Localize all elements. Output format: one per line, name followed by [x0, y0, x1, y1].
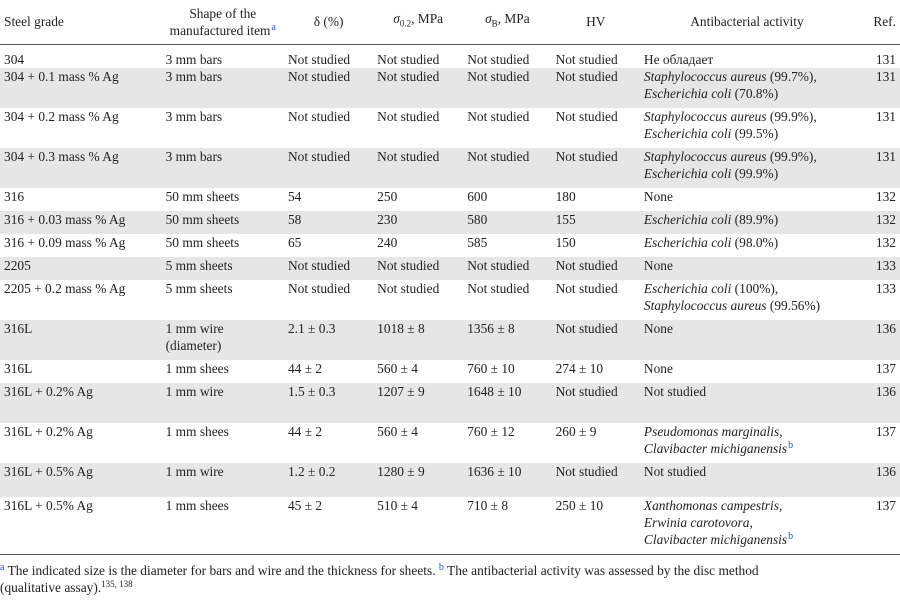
- cell-sigma02: Not studied: [373, 257, 463, 280]
- cell-sigmaB: Not studied: [467, 51, 530, 67]
- sigma02-subscript: 0.2: [399, 19, 412, 30]
- cell-antibacterial-line: None: [643, 320, 673, 336]
- table-row: [0, 280, 900, 320]
- cell-hv: Not studied: [552, 148, 640, 188]
- cell-delta: 1.2 ± 0.2: [284, 463, 373, 497]
- cell-antibacterial-line: Escherichia coli (98.0%): [643, 234, 779, 250]
- cell-sigma02: Not studied: [377, 108, 440, 124]
- table-row: [0, 257, 900, 280]
- cell-antibacterial-line: Staphylococcus aureus (99.7%),: [643, 68, 817, 84]
- cell-antibacterial-line: Pseudomonas marginalis,: [643, 423, 783, 439]
- cell-delta: 65: [287, 234, 302, 250]
- footnote-a-link[interactable]: a: [271, 21, 276, 33]
- cell-shape-line: 1 mm shees: [165, 497, 229, 513]
- table-row: [0, 423, 900, 463]
- cell-hv: 155: [552, 211, 640, 234]
- header-shape-line1: Shape of the: [189, 5, 257, 21]
- table-row: [0, 44, 900, 68]
- cell-antibacterial-line: Erwinia carotovora,: [643, 514, 753, 530]
- table-row: [0, 320, 900, 360]
- cell-antibacterial: [640, 463, 854, 497]
- cell-steel-grade: 304: [4, 51, 25, 67]
- cell-shape-line: 1 mm wire: [165, 383, 224, 399]
- cell-antibacterial-line: None: [643, 188, 673, 204]
- table-row: [0, 383, 900, 423]
- cell-sigmaB: Not studied: [467, 280, 530, 296]
- cell-antibacterial-line: Clavibacter michiganensis$^b$: [643, 439, 794, 456]
- cell-steel-grade: 316L + 0.2% Ag: [4, 423, 93, 439]
- cell-sigma02: 560 ± 4: [377, 423, 418, 439]
- cell-sigmaB: 585: [467, 234, 488, 250]
- cell-delta: 44 ± 2: [287, 360, 323, 376]
- cell-delta: Not studied: [287, 280, 351, 296]
- footnote-b-text-2: (qualitative assay).: [0, 580, 102, 595]
- cell-shape: [162, 188, 284, 211]
- cell-steel-grade: 316L + 0.2% Ag: [0, 383, 162, 423]
- cell-steel-grade: 316L + 0.5% Ag: [0, 463, 162, 497]
- footnote-b-link[interactable]: b: [788, 439, 794, 451]
- cell-sigma02: 240: [377, 234, 398, 250]
- cell-antibacterial-line: Not studied: [643, 383, 707, 399]
- cell-shape: [162, 211, 284, 234]
- cell-shape-line: 50 mm sheets: [165, 234, 240, 250]
- footnote-b-mark: b: [438, 562, 444, 573]
- cell-sigmaB: Not studied: [463, 148, 551, 188]
- table-row: [0, 148, 900, 188]
- cell-ref: 136: [854, 320, 900, 360]
- cell-delta: 54: [287, 188, 302, 204]
- cell-sigmaB: 600: [467, 188, 488, 204]
- table-body: [0, 44, 900, 555]
- cell-sigmaB: 710 ± 8: [463, 497, 551, 555]
- cell-ref: 137: [854, 497, 900, 555]
- cell-antibacterial-line: Escherichia coli (70.8%): [643, 85, 779, 101]
- sigma02-symbol: σ: [393, 11, 400, 27]
- table-row: [0, 234, 900, 257]
- cell-shape: [162, 108, 284, 148]
- cell-shape-line: 50 mm sheets: [165, 188, 240, 204]
- cell-antibacterial-line: None: [643, 360, 673, 376]
- footnote-a-mark: a: [0, 562, 5, 573]
- cell-antibacterial: [640, 44, 854, 68]
- cell-ref: 131: [854, 68, 900, 108]
- cell-antibacterial: [640, 188, 854, 211]
- header-sigma02: [373, 0, 463, 44]
- header-shape-line2: manufactured item: [169, 22, 271, 38]
- cell-sigmaB: 1648 ± 10: [463, 383, 551, 423]
- cell-hv: 150: [555, 234, 576, 250]
- cell-sigmaB: 760 ± 12: [467, 423, 515, 439]
- cell-shape: [162, 497, 284, 555]
- cell-antibacterial-line: Escherichia coli (99.9%): [643, 165, 779, 181]
- table-row: [0, 211, 900, 234]
- cell-steel-grade: 316L + 0.5% Ag: [0, 497, 162, 555]
- cell-antibacterial-line: Staphylococcus aureus (99.9%),: [643, 108, 817, 124]
- cell-hv: 250 ± 10: [552, 497, 640, 555]
- cell-antibacterial: [640, 280, 854, 320]
- cell-steel-grade: 304 + 0.3 mass % Ag: [0, 148, 162, 188]
- sigmaB-unit: , MPa: [497, 11, 530, 27]
- cell-antibacterial: [640, 320, 854, 360]
- cell-sigma02: Not studied: [377, 280, 440, 296]
- cell-sigma02: Not studied: [377, 51, 440, 67]
- header-antibacterial: Antibacterial activity: [640, 0, 854, 44]
- table-row: [0, 463, 900, 497]
- footnote-a-text: The indicated size is the diameter for bars and wire and the thickness for sheets.: [7, 563, 436, 578]
- cell-shape: [162, 148, 284, 188]
- cell-ref: 132: [854, 211, 900, 234]
- cell-shape-line: 1 mm shees: [165, 423, 229, 439]
- cell-sigma02: 510 ± 4: [373, 497, 463, 555]
- cell-hv: Not studied: [555, 280, 618, 296]
- cell-antibacterial-line: Не обладает: [643, 51, 714, 67]
- cell-delta: 45 ± 2: [284, 497, 373, 555]
- cell-steel-grade: 316: [4, 188, 25, 204]
- cell-antibacterial: [640, 383, 854, 423]
- cell-antibacterial-line: Staphylococcus aureus (99.9%),: [643, 148, 817, 164]
- cell-shape: [162, 463, 284, 497]
- cell-sigma02: Not studied: [373, 68, 463, 108]
- cell-steel-grade: 316 + 0.09 mass % Ag: [4, 234, 126, 250]
- cell-ref: 133: [854, 257, 900, 280]
- footnote-b-refs[interactable]: 135, 138: [101, 579, 133, 589]
- cell-sigma02: 1280 ± 9: [373, 463, 463, 497]
- cell-shape: [162, 44, 284, 68]
- cell-ref: 137: [875, 423, 896, 439]
- cell-shape-line: 3 mm bars: [165, 108, 223, 124]
- cell-sigma02: 250: [377, 188, 398, 204]
- header-hv: HV: [552, 0, 640, 44]
- cell-delta: Not studied: [284, 257, 373, 280]
- cell-hv: Not studied: [555, 51, 618, 67]
- cell-sigmaB: 1356 ± 8: [463, 320, 551, 360]
- cell-shape: [162, 68, 284, 108]
- cell-shape: [162, 383, 284, 423]
- cell-antibacterial-line: Not studied: [643, 463, 707, 479]
- cell-antibacterial: [640, 148, 854, 188]
- cell-delta: Not studied: [284, 148, 373, 188]
- table-header: [0, 0, 900, 44]
- cell-hv: Not studied: [552, 257, 640, 280]
- cell-ref: 136: [854, 383, 900, 423]
- cell-sigmaB: 760 ± 10: [467, 360, 515, 376]
- cell-shape: [162, 320, 284, 360]
- sigma02-unit: , MPa: [411, 11, 444, 27]
- cell-antibacterial-line: Escherichia coli (100%),: [643, 280, 779, 296]
- sigmaB-subscript: B: [491, 19, 498, 30]
- cell-shape: [162, 423, 284, 463]
- cell-antibacterial-line: Escherichia coli (99.5%): [643, 125, 779, 141]
- cell-shape-line: 1 mm shees: [165, 360, 229, 376]
- cell-ref: 132: [875, 188, 896, 204]
- cell-sigma02: 1018 ± 8: [373, 320, 463, 360]
- cell-hv: Not studied: [555, 108, 618, 124]
- cell-hv: Not studied: [552, 463, 640, 497]
- cell-sigmaB: 1636 ± 10: [463, 463, 551, 497]
- cell-antibacterial-line: Clavibacter michiganensis$^b$: [643, 530, 794, 547]
- cell-shape-line: 3 mm bars: [165, 148, 223, 164]
- cell-antibacterial: [640, 234, 854, 257]
- cell-shape-line: 3 mm bars: [165, 51, 223, 67]
- cell-delta: 44 ± 2: [287, 423, 323, 439]
- cell-antibacterial-line: Xanthomonas campestris,: [643, 497, 783, 513]
- cell-steel-grade: 316L: [0, 320, 162, 360]
- cell-antibacterial-line: Escherichia coli (89.9%): [643, 211, 779, 227]
- cell-sigmaB: Not studied: [463, 257, 551, 280]
- table-row: [0, 360, 900, 383]
- table-row: [0, 68, 900, 108]
- cell-ref: 136: [854, 463, 900, 497]
- cell-shape: [162, 360, 284, 383]
- cell-hv: Not studied: [552, 320, 640, 360]
- cell-shape: [162, 280, 284, 320]
- table-row: [0, 188, 900, 211]
- header-sigmaB: [463, 0, 551, 44]
- cell-antibacterial: [640, 257, 854, 280]
- cell-hv: Not studied: [552, 383, 640, 423]
- cell-hv: 260 ± 9: [555, 423, 597, 439]
- footnote-b-link[interactable]: b: [788, 530, 794, 542]
- cell-steel-grade: 304 + 0.2 mass % Ag: [4, 108, 119, 124]
- cell-ref: 133: [875, 280, 896, 296]
- cell-hv: 180: [555, 188, 576, 204]
- cell-ref: 131: [854, 148, 900, 188]
- cell-shape-line: 5 mm sheets: [165, 257, 233, 273]
- header-delta: δ (%): [284, 0, 373, 44]
- cell-antibacterial: [640, 68, 854, 108]
- cell-hv: 274 ± 10: [555, 360, 604, 376]
- cell-antibacterial: [640, 497, 854, 555]
- table-footnotes: [0, 562, 900, 596]
- cell-steel-grade: 316L: [4, 360, 33, 376]
- header-steel-grade: Steel grade: [0, 0, 162, 44]
- cell-sigma02: 230: [373, 211, 463, 234]
- cell-ref: 137: [875, 360, 896, 376]
- cell-ref: 131: [875, 51, 896, 67]
- table-row: [0, 497, 900, 555]
- cell-delta: 1.5 ± 0.3: [284, 383, 373, 423]
- cell-sigmaB: Not studied: [467, 108, 530, 124]
- cell-shape-line: 1 mm wire: [165, 320, 224, 336]
- cell-ref: 131: [875, 108, 896, 124]
- cell-antibacterial: [640, 360, 854, 383]
- cell-delta: Not studied: [287, 51, 351, 67]
- cell-delta: Not studied: [284, 68, 373, 108]
- cell-ref: 132: [875, 234, 896, 250]
- cell-sigma02: Not studied: [373, 148, 463, 188]
- cell-shape-line: 3 mm bars: [165, 68, 223, 84]
- cell-antibacterial: [640, 211, 854, 234]
- table-row: [0, 108, 900, 148]
- cell-shape: [162, 234, 284, 257]
- cell-shape-line: 50 mm sheets: [165, 211, 240, 227]
- cell-antibacterial-line: Staphylococcus aureus (99.56%): [643, 297, 821, 313]
- cell-delta: 2.1 ± 0.3: [284, 320, 373, 360]
- cell-antibacterial-line: None: [643, 257, 673, 273]
- header-row: [0, 0, 900, 44]
- cell-sigmaB: Not studied: [463, 68, 551, 108]
- cell-steel-grade: 304 + 0.1 mass % Ag: [0, 68, 162, 108]
- header-ref: Ref.: [854, 0, 900, 44]
- cell-sigmaB: 580: [463, 211, 551, 234]
- cell-hv: Not studied: [552, 68, 640, 108]
- cell-shape-line: 1 mm wire: [165, 463, 224, 479]
- cell-sigma02: 560 ± 4: [377, 360, 418, 376]
- cell-antibacterial: [640, 423, 854, 463]
- cell-delta: 58: [284, 211, 373, 234]
- cell-shape: [162, 257, 284, 280]
- cell-steel-grade: 2205 + 0.2 mass % Ag: [4, 280, 126, 296]
- sigmaB-symbol: σ: [485, 11, 492, 27]
- footnote-b-text: The antibacterial activity was assessed by the disc method: [447, 563, 759, 578]
- cell-antibacterial: [640, 108, 854, 148]
- cell-shape-line: (diameter): [165, 337, 222, 353]
- cell-sigma02: 1207 ± 9: [373, 383, 463, 423]
- cell-shape-line: 5 mm sheets: [165, 280, 233, 296]
- cell-delta: Not studied: [287, 108, 351, 124]
- cell-steel-grade: 316 + 0.03 mass % Ag: [0, 211, 162, 234]
- cell-steel-grade: 2205: [0, 257, 162, 280]
- header-shape: [162, 0, 284, 44]
